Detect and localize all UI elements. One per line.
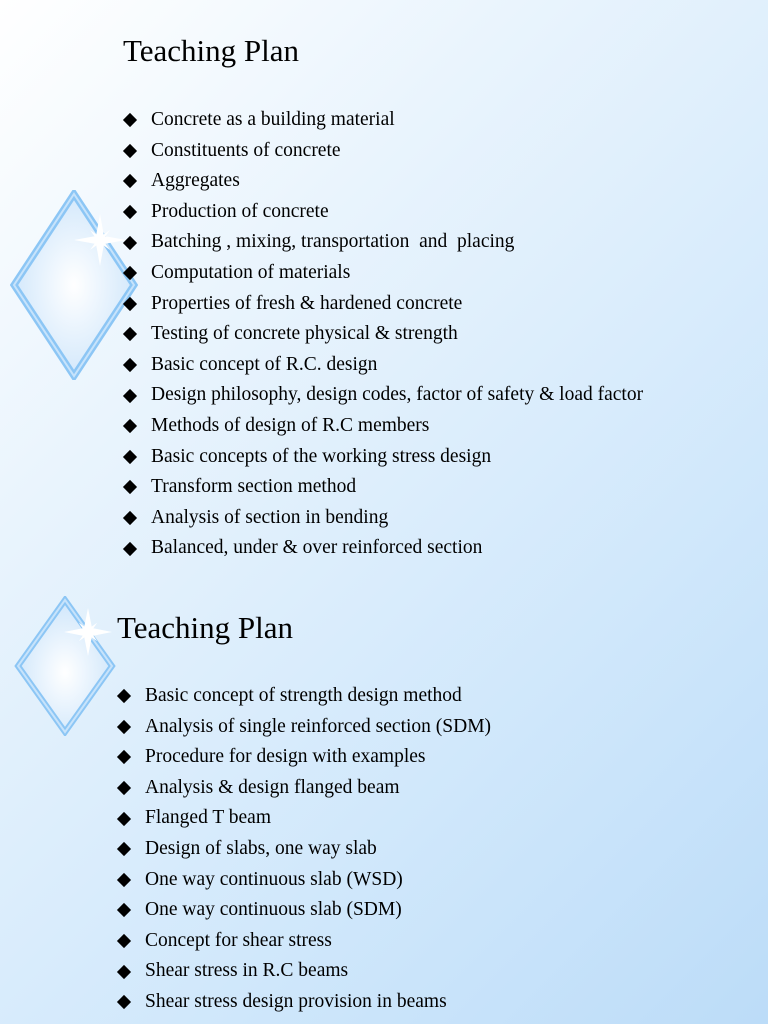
- list-item: [123, 380, 643, 411]
- list-item: [117, 926, 491, 957]
- diamond-bullet-icon: [117, 812, 131, 826]
- diamond-bullet-icon: [117, 934, 131, 948]
- diamond-bullet-icon: [117, 750, 131, 764]
- list-item: [123, 105, 643, 136]
- diamond-bullet-icon: [123, 542, 137, 556]
- list-item: [117, 895, 491, 926]
- diamond-bullet-icon: [117, 873, 131, 887]
- diamond-bullet-icon: [117, 720, 131, 734]
- list-item: [123, 197, 643, 228]
- list-item-text: Methods of design of R.C members: [151, 414, 430, 436]
- list-item-text: Balanced, under & over reinforced section: [151, 537, 483, 559]
- diamond-bullet-icon: [123, 358, 137, 372]
- list-item-text: Analysis of section in bending: [151, 506, 389, 528]
- list-item: [123, 319, 643, 350]
- list-item-text: Flanged T beam: [145, 807, 272, 829]
- diamond-bullet-icon: [123, 236, 137, 250]
- list-item-text: Basic concept of strength design method: [145, 685, 462, 706]
- list-item-text: Procedure for design with examples: [145, 746, 426, 768]
- slide-title: Teaching Plan: [123, 33, 300, 68]
- list-item-text: Constituents of concrete: [151, 139, 341, 161]
- list-item: [123, 350, 643, 381]
- list-item: [123, 289, 643, 320]
- diamond-bullet-icon: [117, 965, 131, 979]
- list-item-text: Production of concrete: [151, 200, 329, 222]
- bullet-list: [123, 105, 643, 564]
- list-item-text: Analysis & design flanged beam: [145, 776, 400, 798]
- diamond-bullet-icon: [123, 144, 137, 158]
- diamond-bullet-icon: [123, 327, 137, 341]
- list-item-text: Batching , mixing, transportation and placing: [151, 231, 515, 253]
- list-item: [123, 227, 643, 258]
- list-item-text: Concept for shear stress: [145, 929, 332, 951]
- list-item-text: Properties of fresh & hardened concrete: [151, 292, 463, 314]
- list-item-text: Basic concepts of the working stress design: [151, 445, 492, 467]
- list-item: [117, 987, 491, 1018]
- diamond-bullet-icon: [123, 511, 137, 525]
- diamond-bullet-icon: [123, 113, 137, 127]
- list-item: [123, 442, 643, 473]
- list-item: [117, 742, 491, 773]
- diamond-bullet-icon: [123, 389, 137, 403]
- diamond-sparkle-icon: [10, 190, 138, 380]
- bullet-list: [117, 681, 491, 1018]
- diamond-bullet-icon: [123, 419, 137, 433]
- slide-title: Teaching Plan: [117, 610, 294, 645]
- list-item: [123, 258, 643, 289]
- list-item: [117, 803, 491, 834]
- list-item: [123, 411, 643, 442]
- list-item-text: Aggregates: [151, 170, 240, 192]
- list-item-text: One way continuous slab (SDM): [145, 899, 402, 921]
- diamond-bullet-icon: [117, 689, 131, 703]
- list-item-text: Transform section method: [151, 476, 357, 498]
- list-item: [123, 503, 643, 534]
- list-item-text: One way continuous slab (WSD): [145, 868, 403, 890]
- diamond-bullet-icon: [117, 781, 131, 795]
- list-item: [117, 773, 491, 804]
- list-item: [123, 136, 643, 167]
- list-item-text: Concrete as a building material: [151, 109, 395, 130]
- diamond-bullet-icon: [123, 266, 137, 280]
- list-item: [117, 712, 491, 743]
- list-item: [117, 956, 491, 987]
- slide-2: [0, 590, 768, 1024]
- list-item: [123, 472, 643, 503]
- list-item-text: Design philosophy, design codes, factor of safety & load factor: [151, 384, 644, 406]
- diamond-bullet-icon: [123, 205, 137, 219]
- diamond-bullet-icon: [123, 297, 137, 311]
- list-item-text: Testing of concrete physical & strength: [151, 323, 458, 345]
- list-item-text: Computation of materials: [151, 261, 351, 283]
- diamond-bullet-icon: [117, 903, 131, 917]
- diamond-bullet-icon: [117, 842, 131, 856]
- list-item-text: Design of slabs, one way slab: [145, 837, 377, 859]
- diamond-bullet-icon: [123, 174, 137, 188]
- list-item: [123, 166, 643, 197]
- diamond-sparkle-icon: [14, 596, 116, 736]
- list-item-text: Shear stress in R.C beams: [145, 960, 349, 982]
- list-item: [117, 681, 491, 712]
- list-item: [123, 533, 643, 564]
- list-item: [117, 865, 491, 896]
- list-item-text: Shear stress design provision in beams: [145, 990, 447, 1012]
- list-item: [117, 834, 491, 865]
- diamond-bullet-icon: [123, 480, 137, 494]
- list-item-text: Basic concept of R.C. design: [151, 353, 378, 375]
- diamond-bullet-icon: [117, 995, 131, 1009]
- list-item-text: Analysis of single reinforced section (SDM): [145, 715, 492, 737]
- diamond-bullet-icon: [123, 450, 137, 464]
